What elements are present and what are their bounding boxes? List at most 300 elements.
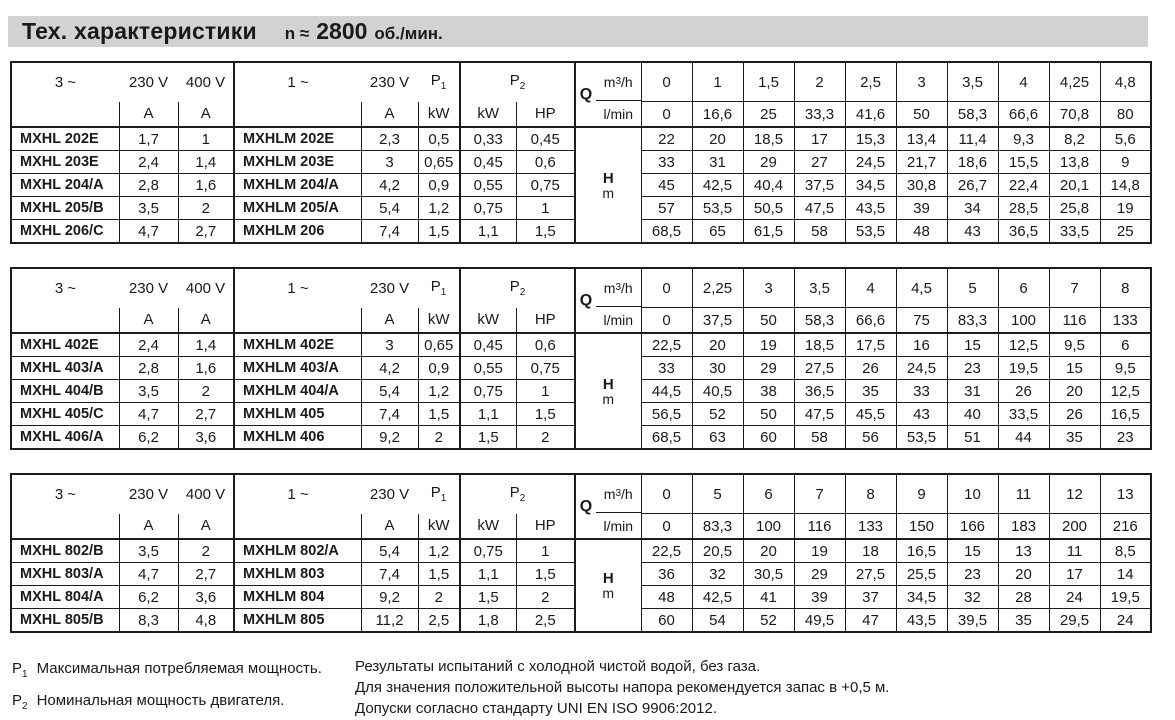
- head-unit: m: [602, 184, 615, 201]
- kw-unit-label: kW: [460, 308, 516, 334]
- head-value-cell: 14,8: [1100, 174, 1151, 197]
- model-3ph-cell: MXHL 406/A: [11, 426, 119, 450]
- amp-230-1ph-cell: 7,4: [361, 220, 418, 244]
- footer: [12, 656, 1175, 720]
- head-value-cell: 38: [743, 380, 794, 403]
- pump-row: [11, 333, 1151, 357]
- p2-kw-cell: 0,75: [460, 380, 516, 403]
- p1-kw-cell: 1,2: [418, 539, 460, 563]
- model-1ph-cell: MXHLM 402E: [234, 333, 361, 357]
- amp-unit-label: A: [178, 514, 234, 540]
- amp-unit-label: A: [178, 308, 234, 334]
- head-value-cell: 22: [641, 127, 692, 151]
- head-value-cell: 43,5: [896, 609, 947, 633]
- amp-230-1ph-cell: 7,4: [361, 563, 418, 586]
- head-value-cell: 12,5: [998, 333, 1049, 357]
- amp-230-1ph-cell: 5,4: [361, 380, 418, 403]
- p2-hp-cell: 2,5: [516, 609, 575, 633]
- head-value-cell: 22,4: [998, 174, 1049, 197]
- head-value-cell: 33,5: [998, 403, 1049, 426]
- p1-kw-cell: 0,9: [418, 174, 460, 197]
- flow-lmin-cell: 0: [641, 102, 692, 128]
- flow-m3h-cell: 6: [743, 474, 794, 514]
- flow-lmin-cell: 100: [998, 308, 1049, 334]
- head-value-cell: 20: [743, 539, 794, 563]
- flow-lmin-cell: 50: [743, 308, 794, 334]
- head-label-cell: [575, 127, 641, 243]
- head-value-cell: 45,5: [845, 403, 896, 426]
- flow-m3h-cell: 0: [641, 268, 692, 308]
- flow-lmin-cell: 33,3: [794, 102, 845, 128]
- flow-lmin-cell: 0: [641, 514, 692, 540]
- head-value-cell: 42,5: [692, 586, 743, 609]
- head-value-cell: 9,3: [998, 127, 1049, 151]
- phase3-header: 3 ~: [54, 73, 77, 91]
- head-value-cell: 25,8: [1049, 197, 1100, 220]
- head-value-cell: 33: [641, 357, 692, 380]
- p2-kw-cell: 1,1: [460, 563, 516, 586]
- model-1ph-cell: MXHLM 406: [234, 426, 361, 450]
- head-label-cell: [575, 333, 641, 449]
- head-value-cell: 9,5: [1100, 357, 1151, 380]
- spacer-cell: [11, 102, 119, 128]
- head-value-cell: 15: [947, 333, 998, 357]
- amp-230-cell: 3,5: [119, 539, 178, 563]
- model-3ph-cell: MXHL 404/B: [11, 380, 119, 403]
- p2-kw-cell: 0,33: [460, 127, 516, 151]
- model-1ph-cell: MXHLM 203E: [234, 151, 361, 174]
- voltage-400-header: 400 V: [185, 279, 226, 297]
- head-unit: m: [602, 390, 615, 407]
- footnote-p1-text: Максимальная потребляемая мощность.: [36, 660, 322, 677]
- head-value-cell: 53,5: [692, 197, 743, 220]
- model-1ph-cell: MXHLM 804: [234, 586, 361, 609]
- p1-kw-cell: 0,5: [418, 127, 460, 151]
- amp-unit-label: A: [119, 102, 178, 128]
- flow-lmin-cell: 80: [1100, 102, 1151, 128]
- flow-lmin-cell: 200: [1049, 514, 1100, 540]
- flow-m3h-cell: 13: [1100, 474, 1151, 514]
- flow-lmin-cell: 166: [947, 514, 998, 540]
- head-value-cell: 15: [1049, 357, 1100, 380]
- head-value-cell: 53,5: [896, 426, 947, 450]
- test-notes: [355, 656, 1175, 720]
- phase1-header: 1 ~: [234, 268, 361, 308]
- p2-kw-cell: 1,5: [460, 426, 516, 450]
- voltage-400-header: 400 V: [185, 485, 226, 503]
- flow-m3h-cell: 1: [692, 62, 743, 102]
- head-value-cell: 40: [947, 403, 998, 426]
- kw-unit-label: kW: [418, 308, 460, 334]
- spacer-cell: [11, 514, 119, 540]
- head-value-cell: 29: [743, 357, 794, 380]
- pump-row: [11, 539, 1151, 563]
- datasheet-page: [0, 16, 1175, 720]
- amp-400-cell: 3,6: [178, 426, 234, 450]
- flow-m3h-cell: 0: [641, 62, 692, 102]
- head-value-cell: 51: [947, 426, 998, 450]
- m3h-unit-label: m 3 /h: [596, 63, 641, 101]
- flow-lmin-cell: 41,6: [845, 102, 896, 128]
- amp-400-cell: 2,7: [178, 563, 234, 586]
- voltage-230-header: 230 V: [128, 279, 169, 297]
- amp-unit-label: A: [361, 514, 418, 540]
- flow-lmin-cell: 116: [794, 514, 845, 540]
- amp-400-cell: 2,7: [178, 220, 234, 244]
- p2-hp-cell: 2: [516, 426, 575, 450]
- head-value-cell: 16,5: [896, 539, 947, 563]
- phase1-header: 1 ~: [234, 474, 361, 514]
- flow-m3h-cell: 4,5: [896, 268, 947, 308]
- amp-230-1ph-cell: 9,2: [361, 426, 418, 450]
- head-value-cell: 52: [692, 403, 743, 426]
- head-value-cell: 8,5: [1100, 539, 1151, 563]
- voltage-230-header: 230 V: [369, 73, 410, 91]
- head-value-cell: 36: [641, 563, 692, 586]
- rpm-spec: [285, 18, 443, 45]
- head-value-cell: 60: [743, 426, 794, 450]
- amp-230-cell: 3,5: [119, 197, 178, 220]
- amp-unit-label: A: [361, 102, 418, 128]
- m3h-unit-label: m 3 /h: [596, 269, 641, 307]
- amp-unit-label: A: [178, 102, 234, 128]
- head-value-cell: 36,5: [794, 380, 845, 403]
- flow-m3h-cell: 4: [845, 268, 896, 308]
- head-value-cell: 20,5: [692, 539, 743, 563]
- p1-kw-cell: 2,5: [418, 609, 460, 633]
- q-units: [596, 475, 641, 538]
- amp-400-cell: 1,6: [178, 357, 234, 380]
- model-1ph-cell: MXHLM 803: [234, 563, 361, 586]
- footnote-p2-text: Номинальная мощность двигателя.: [36, 692, 285, 709]
- head-value-cell: 45: [641, 174, 692, 197]
- p1-kw-cell: 1,5: [418, 563, 460, 586]
- amp-400-cell: 1,4: [178, 333, 234, 357]
- model-3ph-cell: MXHL 206/C: [11, 220, 119, 244]
- flow-m3h-cell: 7: [1049, 268, 1100, 308]
- amp-unit-label: A: [119, 308, 178, 334]
- head-value-cell: 57: [641, 197, 692, 220]
- kw-unit-label: kW: [418, 514, 460, 540]
- spec-table-3: [10, 473, 1152, 633]
- head-value-cell: 48: [641, 586, 692, 609]
- rpm-unit: об./мин.: [374, 24, 443, 43]
- p2-kw-cell: 0,55: [460, 174, 516, 197]
- head-value-cell: 27,5: [845, 563, 896, 586]
- amp-230-1ph-cell: 11,2: [361, 609, 418, 633]
- head-value-cell: 15,3: [845, 127, 896, 151]
- head-value-cell: 19: [794, 539, 845, 563]
- head-value-cell: 20: [998, 563, 1049, 586]
- p2-hp-cell: 1: [516, 380, 575, 403]
- head-value-cell: 43,5: [845, 197, 896, 220]
- flow-lmin-cell: 116: [1049, 308, 1100, 334]
- q-wrap: [576, 475, 641, 538]
- model-3ph-cell: MXHL 205/B: [11, 197, 119, 220]
- q-label: Q: [579, 497, 593, 515]
- flow-m3h-cell: 2,25: [692, 268, 743, 308]
- head-value-cell: 27: [794, 151, 845, 174]
- model-3ph-cell: MXHL 204/A: [11, 174, 119, 197]
- head-value-cell: 29: [794, 563, 845, 586]
- head-value-cell: 17,5: [845, 333, 896, 357]
- voltage-400-header: 400 V: [185, 73, 226, 91]
- model-3ph-cell: MXHL 802/B: [11, 539, 119, 563]
- head-value-cell: 19: [1100, 197, 1151, 220]
- page-title: Тех. характеристики: [22, 18, 257, 44]
- p1-kw-cell: 1,2: [418, 197, 460, 220]
- model-3ph-cell: MXHL 203E: [11, 151, 119, 174]
- n-label: n ≈: [284, 24, 310, 43]
- head-value-cell: 13,8: [1049, 151, 1100, 174]
- flow-lmin-cell: 150: [896, 514, 947, 540]
- flow-m3h-cell: 8: [1100, 268, 1151, 308]
- flow-lmin-cell: 58,3: [794, 308, 845, 334]
- flow-m3h-cell: 10: [947, 474, 998, 514]
- head-value-cell: 53,5: [845, 220, 896, 244]
- model-1ph-cell: MXHLM 202E: [234, 127, 361, 151]
- head-value-cell: 8,2: [1049, 127, 1100, 151]
- flow-lmin-cell: 0: [641, 308, 692, 334]
- head-symbol: H: [602, 375, 614, 393]
- header-groups-row: [11, 474, 1151, 514]
- phase1-header: 1 ~: [234, 62, 361, 102]
- amp-230-cell: 2,4: [119, 333, 178, 357]
- amp-400-cell: 1,6: [178, 174, 234, 197]
- amp-400-cell: 2: [178, 380, 234, 403]
- head-value-cell: 29,5: [1049, 609, 1100, 633]
- head-value-cell: 44: [998, 426, 1049, 450]
- model-3ph-cell: MXHL 803/A: [11, 563, 119, 586]
- flow-m3h-cell: 4: [998, 62, 1049, 102]
- head-value-cell: 18,6: [947, 151, 998, 174]
- head-value-cell: 24,5: [896, 357, 947, 380]
- voltage-230-header: 230 V: [369, 485, 410, 503]
- flow-m3h-cell: 6: [998, 268, 1049, 308]
- amp-230-cell: 4,7: [119, 220, 178, 244]
- amp-230-1ph-cell: 9,2: [361, 586, 418, 609]
- p2-hp-cell: 0,6: [516, 333, 575, 357]
- head-value-cell: 61,5: [743, 220, 794, 244]
- head-value-cell: 31: [947, 380, 998, 403]
- p1-kw-cell: 1,5: [418, 403, 460, 426]
- head-value-cell: 50,5: [743, 197, 794, 220]
- head-value-cell: 33,5: [1049, 220, 1100, 244]
- p2-hp-cell: 1,5: [516, 403, 575, 426]
- flow-lmin-cell: 75: [896, 308, 947, 334]
- flow-lmin-cell: 58,3: [947, 102, 998, 128]
- amp-230-1ph-cell: 7,4: [361, 403, 418, 426]
- head-value-cell: 12,5: [1100, 380, 1151, 403]
- head-value-cell: 16,5: [1100, 403, 1151, 426]
- p2-kw-cell: 1,1: [460, 220, 516, 244]
- amp-230-cell: 2,4: [119, 151, 178, 174]
- head-value-cell: 33: [896, 380, 947, 403]
- phase3-header: 3 ~: [54, 485, 77, 503]
- head-value-cell: 35: [845, 380, 896, 403]
- model-1ph-cell: MXHLM 405: [234, 403, 361, 426]
- head-value-cell: 20: [692, 333, 743, 357]
- spec-tables: [10, 61, 1175, 633]
- flow-m3h-cell: 3,5: [794, 268, 845, 308]
- amp-400-cell: 2: [178, 197, 234, 220]
- hp-unit-label: HP: [516, 514, 575, 540]
- amp-230-1ph-cell: 3: [361, 333, 418, 357]
- p2-hp-cell: 0,75: [516, 174, 575, 197]
- head-value-cell: 28,5: [998, 197, 1049, 220]
- p2-hp-cell: 1: [516, 539, 575, 563]
- header-groups-row: [11, 268, 1151, 308]
- head-value-cell: 56: [845, 426, 896, 450]
- head-value-cell: 32: [947, 586, 998, 609]
- head-value-cell: 20: [1049, 380, 1100, 403]
- lmin-unit-label: l/min: [603, 105, 634, 122]
- amp-400-cell: 1: [178, 127, 234, 151]
- amp-230-cell: 3,5: [119, 380, 178, 403]
- flow-m3h-cell: 5: [692, 474, 743, 514]
- model-3ph-cell: MXHL 405/C: [11, 403, 119, 426]
- model-1ph-cell: MXHLM 205/A: [234, 197, 361, 220]
- m3h-unit-label: m 3 /h: [596, 475, 641, 513]
- p1-kw-cell: 2: [418, 426, 460, 450]
- head-value-cell: 39: [896, 197, 947, 220]
- head-value-cell: 19: [743, 333, 794, 357]
- amp-unit-label: A: [119, 514, 178, 540]
- flow-m3h-cell: 5: [947, 268, 998, 308]
- q-units: [596, 63, 641, 126]
- amp-230-cell: 6,2: [119, 426, 178, 450]
- q-label: Q: [579, 85, 593, 103]
- head-value-cell: 56,5: [641, 403, 692, 426]
- head-value-cell: 18,5: [794, 333, 845, 357]
- amp-230-cell: 6,2: [119, 586, 178, 609]
- amp-unit-label: A: [361, 308, 418, 334]
- head-value-cell: 68,5: [641, 426, 692, 450]
- flow-m3h-cell: 2,5: [845, 62, 896, 102]
- model-1ph-cell: MXHLM 403/A: [234, 357, 361, 380]
- pump-row: [11, 127, 1151, 151]
- head-value-cell: 13: [998, 539, 1049, 563]
- amp-230-cell: 2,8: [119, 174, 178, 197]
- q-flow-header: [575, 474, 641, 539]
- head-value-cell: 18,5: [743, 127, 794, 151]
- head-value-cell: 27,5: [794, 357, 845, 380]
- head-value-cell: 23: [947, 357, 998, 380]
- flow-m3h-cell: 4,25: [1049, 62, 1100, 102]
- amp-230-cell: 1,7: [119, 127, 178, 151]
- amp-400-cell: 2: [178, 539, 234, 563]
- p2-hp-cell: 1: [516, 197, 575, 220]
- model-3ph-cell: MXHL 402E: [11, 333, 119, 357]
- flow-m3h-cell: 11: [998, 474, 1049, 514]
- p2-kw-cell: 1,8: [460, 609, 516, 633]
- model-3ph-cell: MXHL 804/A: [11, 586, 119, 609]
- head-value-cell: 19,5: [998, 357, 1049, 380]
- head-value-cell: 43: [947, 220, 998, 244]
- flow-lmin-cell: 16,6: [692, 102, 743, 128]
- p2-kw-cell: 1,1: [460, 403, 516, 426]
- flow-m3h-cell: 3: [743, 268, 794, 308]
- head-value-cell: 26: [845, 357, 896, 380]
- title-bar: [8, 16, 1148, 47]
- head-value-cell: 21,7: [896, 151, 947, 174]
- head-value-cell: 39: [794, 586, 845, 609]
- note-head-margin: Для значения положительной высоты напора рекомендуется запас в +0,5 м.: [355, 679, 890, 696]
- p2-kw-cell: 0,45: [460, 151, 516, 174]
- amp-230-1ph-cell: 5,4: [361, 539, 418, 563]
- p2-hp-cell: 1,5: [516, 563, 575, 586]
- amp-400-cell: 3,6: [178, 586, 234, 609]
- p2-hp-cell: 2: [516, 586, 575, 609]
- p2-hp-cell: 0,45: [516, 127, 575, 151]
- head-value-cell: 23: [947, 563, 998, 586]
- header-groups-row: [11, 62, 1151, 102]
- lmin-unit-label: l/min: [603, 517, 634, 534]
- head-value-cell: 17: [794, 127, 845, 151]
- amp-230-1ph-cell: 4,2: [361, 357, 418, 380]
- head-value-cell: 58: [794, 426, 845, 450]
- model-3ph-cell: MXHL 403/A: [11, 357, 119, 380]
- amp-230-cell: 2,8: [119, 357, 178, 380]
- head-value-cell: 30,5: [743, 563, 794, 586]
- kw-unit-label: kW: [460, 514, 516, 540]
- flow-lmin-cell: 83,3: [947, 308, 998, 334]
- head-value-cell: 30: [692, 357, 743, 380]
- flow-lmin-cell: 66,6: [998, 102, 1049, 128]
- head-value-cell: 14: [1100, 563, 1151, 586]
- hp-unit-label: HP: [516, 308, 575, 334]
- head-value-cell: 25,5: [896, 563, 947, 586]
- head-value-cell: 37: [845, 586, 896, 609]
- lmin-unit-label: l/min: [603, 311, 634, 328]
- q-wrap: [576, 269, 641, 332]
- head-value-cell: 48: [896, 220, 947, 244]
- flow-lmin-cell: 183: [998, 514, 1049, 540]
- footnote-p1: [12, 656, 355, 688]
- flow-lmin-cell: 133: [1100, 308, 1151, 334]
- amp-230-1ph-cell: 2,3: [361, 127, 418, 151]
- flow-m3h-cell: 7: [794, 474, 845, 514]
- head-value-cell: 52: [743, 609, 794, 633]
- head-value-cell: 44,5: [641, 380, 692, 403]
- model-1ph-cell: MXHLM 805: [234, 609, 361, 633]
- amp-230-1ph-cell: 3: [361, 151, 418, 174]
- p1-header: $P_1$: [430, 277, 447, 298]
- head-value-cell: 34,5: [896, 586, 947, 609]
- head-value-cell: 39,5: [947, 609, 998, 633]
- spacer-cell: [11, 308, 119, 334]
- voltage-230-header: 230 V: [369, 279, 410, 297]
- head-value-cell: 5,6: [1100, 127, 1151, 151]
- power-footnotes: [12, 656, 355, 720]
- flow-m3h-cell: 3: [896, 62, 947, 102]
- flow-m3h-cell: 3,5: [947, 62, 998, 102]
- kw-unit-label: kW: [418, 102, 460, 128]
- p2-kw-cell: 0,75: [460, 539, 516, 563]
- q-units: [596, 269, 641, 332]
- head-value-cell: 22,5: [641, 539, 692, 563]
- flow-m3h-cell: 2: [794, 62, 845, 102]
- model-1ph-cell: MXHLM 204/A: [234, 174, 361, 197]
- flow-lmin-cell: 70,8: [1049, 102, 1100, 128]
- p2-kw-cell: 0,45: [460, 333, 516, 357]
- amp-400-cell: 2,7: [178, 403, 234, 426]
- spacer-cell: [234, 514, 361, 540]
- amp-230-cell: 4,7: [119, 403, 178, 426]
- model-1ph-cell: MXHLM 802/A: [234, 539, 361, 563]
- head-value-cell: 24: [1049, 586, 1100, 609]
- head-value-cell: 15: [947, 539, 998, 563]
